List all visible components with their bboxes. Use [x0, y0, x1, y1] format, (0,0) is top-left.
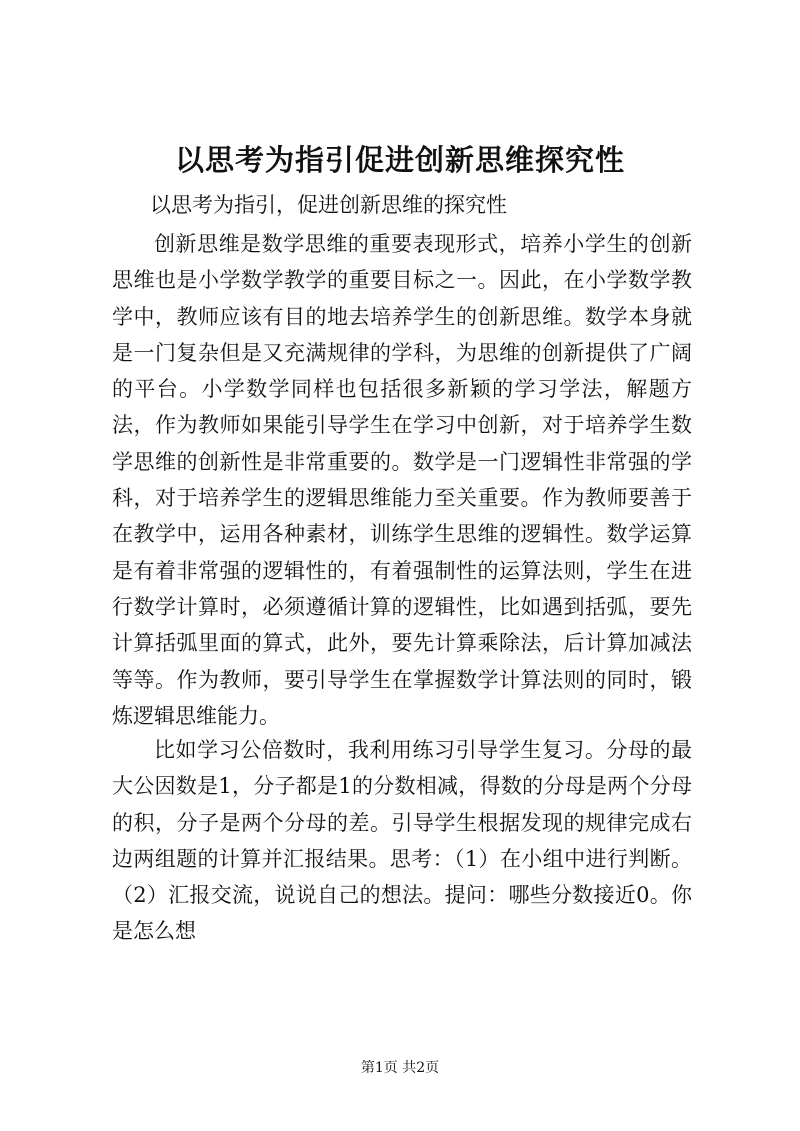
body-paragraph-1: 创新思维是数学思维的重要表现形式，培养小学生的创新思维也是小学数学教学的重要目标之一。因此，在小学数学教学中，教师应该有目的地去培养学生的创新思维。数学本身就是一门复杂但是又充满规律的学科，为思维的创新提供了广阔的平台。小学数学同样也包括很多新颖的学习学法，解题方法，作为教师如果能引导学生在学习中创新，对于培养学生数学思维的创新性是非常重要的。数学是一门逻辑性非常强的学科，对于培养学生的逻辑思维能力至关重要。作为教师要善于在教学中，运用各种素材，训练学生思维的逻辑性。数学运算是有着非常强的逻辑性的，有着强制性的运算法则，学生在进行数学计算时，必须遵循计算的逻辑性，比如遇到括弧，要先计算括弧里面的算式，此外，要先计算乘除法，后计算加减法等等。作为教师，要引导学生在掌握数学计算法则的同时，锻炼逻辑思维能力。	[112, 232, 692, 728]
document-title: 以思考为指引促进创新思维探究性	[174, 143, 625, 177]
body-paragraph-2: 比如学习公倍数时，我利用练习引导学生复习。分母的最大公因数是1，分子都是1的分数相减，得数的分母是两个分母的积，分子是两个分母的差。引导学生根据发现的规律完成右边两组题的计算并汇报结果。思考：（1）在小组中进行判断。（2）汇报交流，说说自己的想法。提问：哪些分数接近0。你是怎么想	[112, 738, 692, 944]
page-number-footer: 第1页 共2页	[360, 1060, 440, 1076]
document-subtitle: 以思考为指引，促进创新思维的探究性	[150, 193, 507, 217]
